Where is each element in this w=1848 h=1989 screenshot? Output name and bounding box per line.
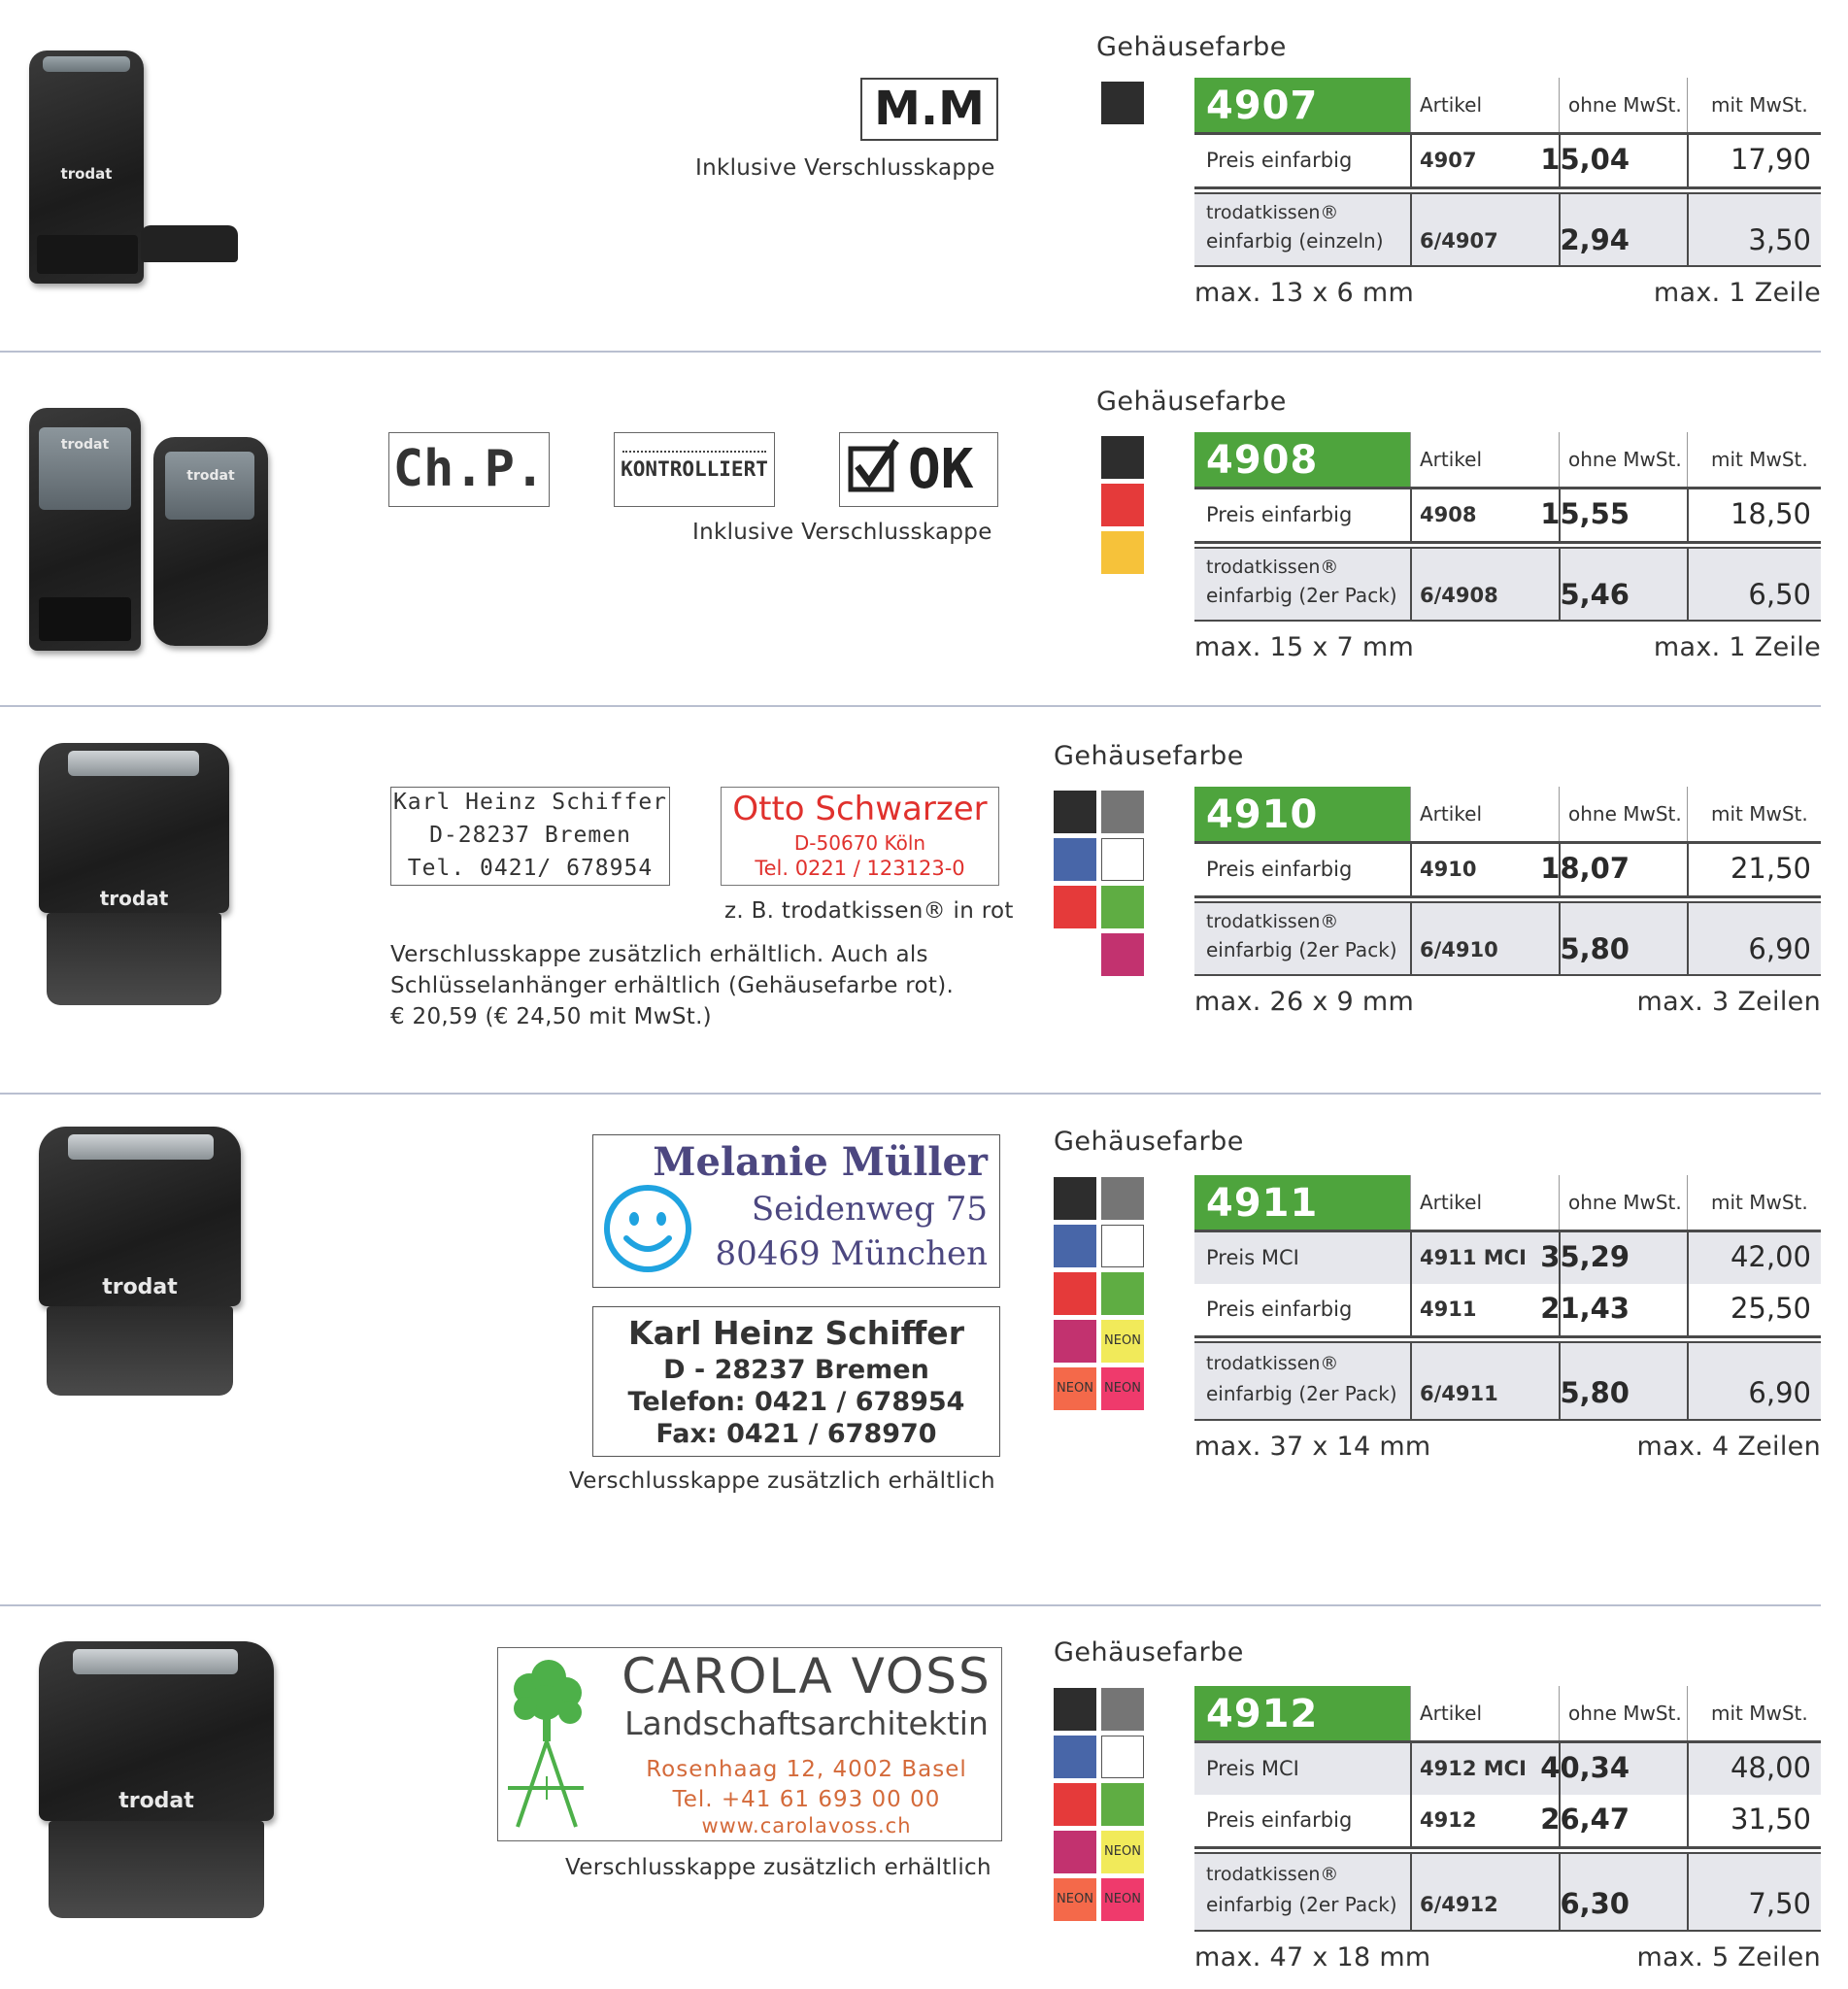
swatch-neon-yellow: NEON [1101, 1320, 1144, 1363]
swatch-red [1054, 886, 1096, 928]
divider [0, 351, 1821, 353]
tree-logo-icon [502, 1652, 589, 1837]
product-4910 [0, 709, 1848, 1093]
sample-imprint-kontrolliert: KONTROLLIERT [614, 432, 775, 507]
swatch-grey [1101, 1688, 1144, 1731]
max-size: max. 13 x 6 mm [1194, 278, 1415, 308]
swatch-green [1101, 1272, 1144, 1315]
swatch-red [1054, 1272, 1096, 1315]
price-table-4911: 4911 Artikel ohne MwSt. mit MwSt. Preis MCI 4911 MCI 35,29 42,00 Preis einfarbig 4911 21,43 25,50 trodatkissen® einfarbig (2er Pack) 6/4911 5,80 6,90 [1194, 1175, 1821, 1420]
row-price-single: Preis einfarbig 4910 18,07 21,50 [1194, 844, 1821, 895]
swatch-neon-yellow: NEON [1101, 1831, 1144, 1873]
note-closure-cap: Inklusive Verschlusskappe [692, 520, 992, 545]
sample-imprint-ok: OK [839, 432, 998, 507]
swatch-grey [1101, 791, 1144, 833]
swatch-neon-pink: NEON [1101, 1878, 1144, 1921]
max-lines: max. 5 Zeilen [1636, 1942, 1821, 1972]
sample-imprint-karl-heinz-large: Karl Heinz Schiffer D - 28237 Bremen Telefon: 0421 / 678954 Fax: 0421 / 678970 [592, 1306, 1000, 1457]
row-price-mci: Preis MCI 4911 MCI 35,29 42,00 [1194, 1232, 1821, 1284]
max-size: max. 26 x 9 mm [1194, 987, 1415, 1017]
row-price-single: Preis einfarbig 4912 26,47 31,50 [1194, 1795, 1821, 1846]
stamp-4908-image: trodat trodat [29, 408, 282, 660]
stamp-4911-image: trodat [39, 1127, 248, 1399]
housing-color-label: Gehäusefarbe [1096, 32, 1287, 62]
max-lines: max. 4 Zeilen [1636, 1432, 1821, 1462]
note-closure-cap: Verschlusskappe zusätzlich erhältlich [565, 1855, 991, 1880]
note-line-1: Verschlusskappe zusätzlich erhältlich. Auch als [390, 942, 928, 967]
col-article: Artikel [1420, 93, 1483, 117]
swatch-red [1054, 1783, 1096, 1826]
housing-color-label: Gehäusefarbe [1054, 1637, 1244, 1668]
swatch-magenta [1054, 1831, 1096, 1873]
swatch-white [1101, 1225, 1144, 1267]
price-table-4907 [1194, 78, 1821, 267]
swatch-black [1054, 791, 1096, 833]
housing-color-label: Gehäusefarbe [1096, 387, 1287, 417]
sample-imprint-chp: Ch.P. [388, 432, 550, 507]
housing-color-label: Gehäusefarbe [1054, 1127, 1244, 1157]
smiley-icon [601, 1182, 694, 1275]
row-ink-pad: trodatkissen® einfarbig (2er Pack) 6/4910 5,80 6,90 [1194, 903, 1821, 974]
product-4907 [0, 0, 1848, 354]
product-4908 [0, 354, 1848, 709]
swatch-white [1101, 1736, 1144, 1778]
sample-text: M.M [874, 82, 985, 136]
brand-logo: trodat [60, 165, 113, 183]
divider [0, 705, 1821, 707]
swatch-blue [1054, 1736, 1096, 1778]
row-price-mci: Preis MCI 4912 MCI 40,34 48,00 [1194, 1743, 1821, 1795]
product-4911 [0, 1097, 1848, 1602]
swatch-blue [1054, 1225, 1096, 1267]
note-closure-cap: Verschlusskappe zusätzlich erhältlich [569, 1468, 995, 1494]
swatch-magenta [1101, 933, 1144, 976]
swatch-yellow [1101, 531, 1144, 574]
swatch-green [1101, 1783, 1144, 1826]
max-size: max. 37 x 14 mm [1194, 1432, 1431, 1462]
swatch-red [1101, 484, 1144, 526]
row-ink-pad: trodatkissen® einfarbig (2er Pack) 6/4911 5,80 6,90 [1194, 1343, 1821, 1419]
swatch-white [1101, 838, 1144, 881]
swatch-black [1054, 1688, 1096, 1731]
housing-color-label: Gehäusefarbe [1054, 741, 1244, 771]
col-net: ohne MwSt. [1568, 93, 1682, 117]
max-size: max. 15 x 7 mm [1194, 632, 1415, 662]
swatch-black [1054, 1177, 1096, 1220]
sample-imprint-otto-schwarzer: Otto Schwarzer D-50670 Köln Tel. 0221 / 123123-0 [721, 787, 999, 886]
sample-imprint-karl-heinz: Karl Heinz Schiffer D-28237 Bremen Tel. 0421/ 678954 [390, 787, 670, 886]
swatch-black [1101, 436, 1144, 479]
price-table-4908: 4908 Artikel ohne MwSt. mit MwSt. Preis einfarbig 4908 15,55 18,50 trodatkissen® einfarbig (2er Pack) 6/4908 5,46 6,50 [1194, 432, 1821, 622]
max-lines: max. 3 Zeilen [1636, 987, 1821, 1017]
swatch-black [1101, 82, 1144, 124]
sample-imprint-carola-voss: CAROLA VOSS Landschaftsarchitektin Rosenhaag 12, 4002 Basel Tel. +41 61 693 00 00 www.carolavoss.ch [497, 1647, 1002, 1841]
price-table-4912: 4912 Artikel ohne MwSt. mit MwSt. Preis MCI 4912 MCI 40,34 48,00 Preis einfarbig 4912 26,47 31,50 trodatkissen® einfarbig (2er Pack) 6/4912 6,30 7,50 [1194, 1686, 1821, 1931]
swatch-neon-orange: NEON [1054, 1878, 1096, 1921]
product-4912 [0, 1608, 1848, 1989]
row-ink-pad: trodatkissen® einfarbig (2er Pack) 6/4912 6,30 7,50 [1194, 1854, 1821, 1930]
sample-caption: z. B. trodatkissen® in rot [724, 898, 1014, 924]
row-price-single: Preis einfarbig 4908 15,55 18,50 [1194, 489, 1821, 541]
sample-imprint-mm [860, 78, 998, 141]
max-lines: max. 1 Zeile [1653, 632, 1821, 662]
note-line-3: € 20,59 (€ 24,50 mit MwSt.) [390, 1004, 712, 1029]
col-gross: mit MwSt. [1711, 93, 1808, 117]
checkbox-icon [848, 437, 906, 495]
stamp-4907-image [29, 51, 252, 288]
divider [0, 1604, 1821, 1606]
row-price-single: Preis einfarbig 4911 21,43 25,50 [1194, 1284, 1821, 1335]
model-number: 4907 [1194, 78, 1410, 132]
divider [0, 1093, 1821, 1095]
row-price-single: Preis einfarbig 4907 15,04 17,90 [1194, 135, 1821, 186]
max-size: max. 47 x 18 mm [1194, 1942, 1431, 1972]
max-lines: max. 1 Zeile [1653, 278, 1821, 308]
row-ink-pad: trodatkissen® einfarbig (2er Pack) 6/4908 5,46 6,50 [1194, 549, 1821, 620]
swatch-neon-orange: NEON [1054, 1367, 1096, 1410]
swatch-grey [1101, 1177, 1144, 1220]
swatch-neon-pink: NEON [1101, 1367, 1144, 1410]
swatch-magenta [1054, 1320, 1096, 1363]
swatch-blue [1054, 838, 1096, 881]
swatch-green [1101, 886, 1144, 928]
price-table-4910: 4910 Artikel ohne MwSt. mit MwSt. Preis einfarbig 4910 18,07 21,50 trodatkissen® einfarbig (2er Pack) 6/4910 5,80 6,90 [1194, 787, 1821, 976]
note-line-2: Schlüsselanhänger erhältlich (Gehäusefarbe rot). [390, 973, 955, 998]
note-closure-cap: Inklusive Verschlusskappe [695, 155, 995, 181]
sample-imprint-melanie: Melanie Müller Seidenweg 75 80469 München [592, 1134, 1000, 1288]
row-ink-pad: trodatkissen® einfarbig (einzeln) 6/4907 2,94 3,50 [1194, 194, 1821, 265]
stamp-4910-image: trodat [39, 743, 233, 1010]
stamp-4912-image: trodat [39, 1641, 277, 1923]
